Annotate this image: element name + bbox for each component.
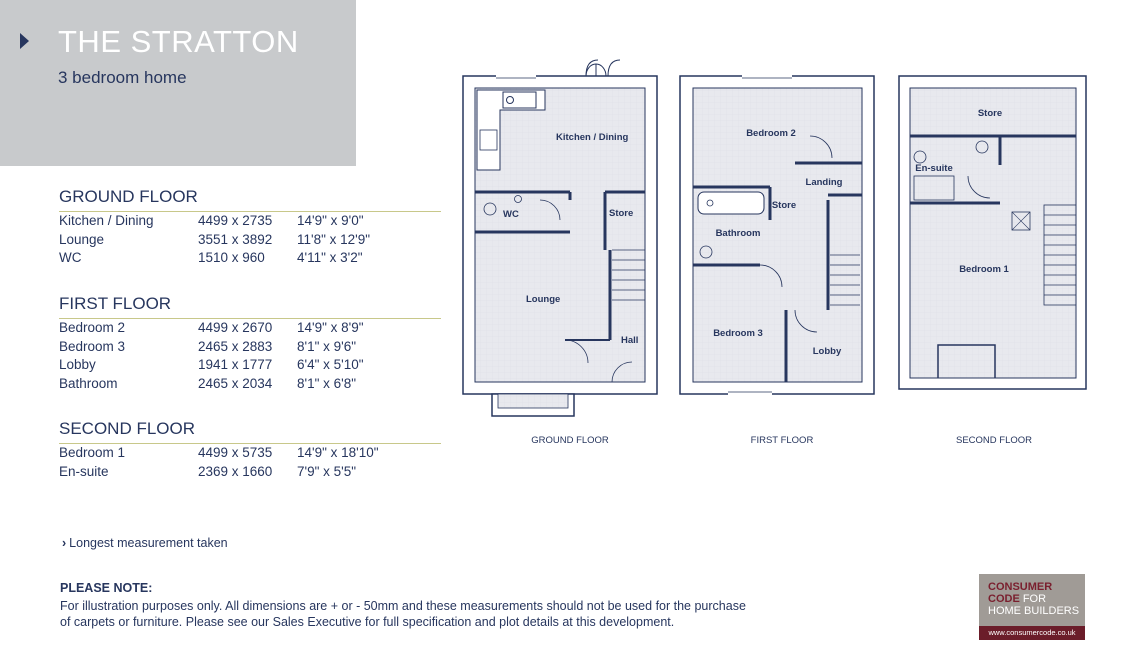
room-label: Store [771, 200, 797, 211]
room-metric: 4499 x 5735 [198, 445, 273, 460]
plan-caption: SECOND FLOOR [955, 435, 1033, 446]
room-name: Bedroom 2 [59, 320, 126, 335]
please-note-title: PLEASE NOTE: [60, 581, 153, 595]
room-name: WC [59, 250, 82, 266]
room-imperial: 8'1" x 6'8" [297, 375, 357, 391]
room-label: Landing [805, 177, 843, 188]
logo-line: HOME BUILDERS [988, 605, 1080, 617]
plan-caption: FIRST FLOOR [750, 435, 814, 446]
room-metric: 1510 x 960 [198, 250, 265, 266]
section-title: FIRST FLOOR [59, 294, 441, 319]
room-label: En-suite [915, 163, 953, 174]
room-label: WC [503, 209, 519, 220]
room-imperial: 8'1" x 9'6" [297, 338, 357, 354]
room-imperial: 14'9" x 9'0" [297, 213, 364, 228]
room-label: Bedroom 1 [959, 264, 1009, 275]
room-name: Bedroom 3 [59, 338, 126, 354]
chevron-right-icon: › [62, 536, 67, 550]
logo-url: www.consumercode.co.uk [979, 626, 1085, 640]
room-imperial: 6'4" x 5'10" [297, 357, 364, 373]
page-title: THE STRATTON [58, 24, 299, 59]
room-imperial: 7'9" x 5'5" [297, 463, 357, 479]
room-label: Store [609, 208, 634, 219]
footnote-text: Longest measurement taken [69, 536, 228, 550]
page-subtitle: 3 bedroom home [58, 68, 187, 87]
room-metric: 4499 x 2670 [198, 320, 273, 335]
room-metric: 4499 x 2735 [198, 213, 273, 228]
ground-floor-plan [463, 60, 657, 416]
please-note-line: of carpets or furniture. Please see our Sales Executive for full specification and plot details at this development. [60, 615, 675, 629]
room-name: Bedroom 1 [59, 445, 126, 460]
room-label: Hall [621, 335, 639, 346]
room-label: Bedroom 2 [746, 128, 796, 139]
please-note-line: For illustration purposes only. All dimensions are + or - 50mm and these measurements should not be used for the purchase [60, 599, 746, 613]
logo-word: CODE [988, 593, 1020, 605]
room-imperial: 4'11" x 3'2" [297, 250, 363, 266]
first-floor-plan [680, 76, 874, 394]
room-imperial: 14'9" x 18'10" [297, 445, 379, 460]
section-title: GROUND FLOOR [59, 187, 441, 212]
room-metric: 2465 x 2034 [198, 375, 273, 391]
room-imperial: 14'9" x 8'9" [297, 320, 364, 335]
room-label: Lobby [812, 346, 842, 357]
room-label: Lounge [526, 294, 561, 305]
room-label: Bedroom 3 [713, 328, 763, 339]
room-name: Bathroom [59, 375, 118, 391]
logo-line: CONSUMER [988, 581, 1053, 593]
room-name: Lobby [59, 357, 96, 373]
section-title: SECOND FLOOR [59, 419, 441, 444]
room-name: En-suite [59, 463, 109, 479]
room-label: Bathroom [715, 228, 761, 239]
room-metric: 3551 x 3892 [198, 231, 273, 247]
room-label: Store [977, 108, 1003, 119]
plan-caption: GROUND FLOOR [531, 435, 609, 446]
second-floor-plan [899, 76, 1086, 389]
room-metric: 2369 x 1660 [198, 463, 273, 479]
room-metric: 2465 x 2883 [198, 338, 273, 354]
logo-word: FOR [1019, 593, 1047, 605]
room-name: Lounge [59, 231, 105, 247]
room-label: Kitchen / Dining [556, 132, 629, 143]
room-metric: 1941 x 1777 [198, 357, 273, 373]
room-imperial: 11'8" x 12'9" [297, 231, 371, 247]
room-name: Kitchen / Dining [59, 213, 154, 228]
